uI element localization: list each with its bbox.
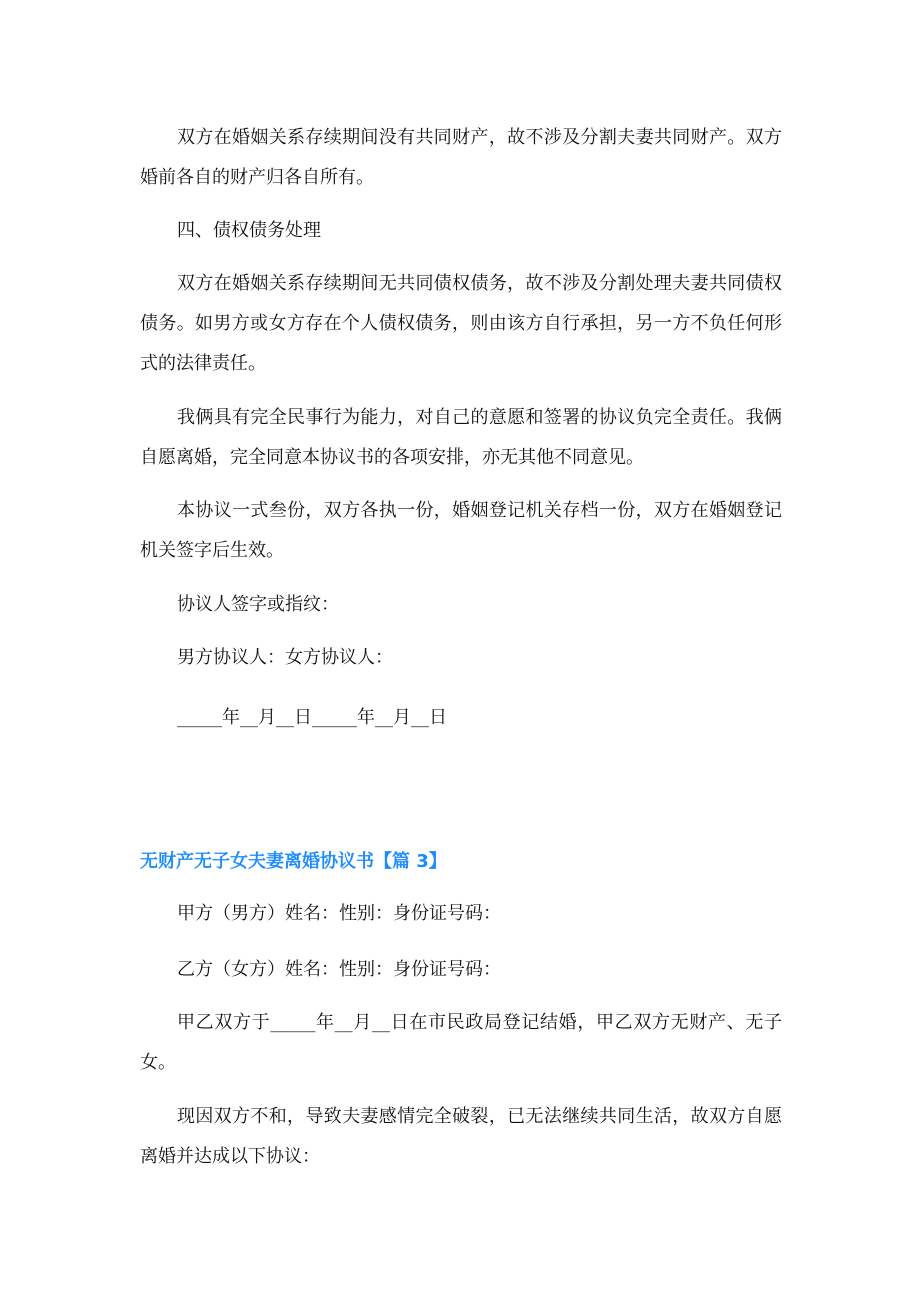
paragraph-marriage: 甲乙双方于_____年__月__日在市民政局登记结婚，甲乙双方无财产、无子女。 [140,1012,782,1073]
paragraph-capacity: 我俩具有完全民事行为能力，对自己的意愿和签署的协议负完全责任。我俩自愿离婚，完全同意本协议书的各项安排，亦无其他不同意见。 [140,407,782,468]
parties-label: 男方协议人：女方协议人： [177,647,393,668]
paragraph-property: 双方在婚姻关系存续期间没有共同财产，故不涉及分割夫妻共同财产。双方婚前各自的财产归各自所有。 [140,127,782,188]
paragraph-reason: 现因双方不和，导致夫妻感情完全破裂，已无法继续共同生活，故双方自愿离婚并达成以下协议： [140,1106,782,1167]
paragraph-debts: 双方在婚姻关系存续期间无共同债权债务，故不涉及分割处理夫妻共同债权债务。如男方或女方存在个人债权债务，则由该方自行承担，另一方不负任何形式的法律责任。 [140,273,782,374]
section-debts-heading: 四、债权债务处理 [177,220,321,241]
party-a-info: 甲方（男方）姓名：性别：身份证号码： [177,903,501,924]
party-b-info: 乙方（女方）姓名：性别：身份证号码： [177,959,501,980]
paragraph-copies: 本协议一式叁份，双方各执一份，婚姻登记机关存档一份，双方在婚姻登记机关签字后生效。 [140,500,782,561]
signature-label: 协议人签字或指纹： [177,594,339,615]
section-heading: 无财产无子女夫妻离婚协议书【篇 3】 [140,851,447,872]
date-line: _____年__月__日_____年__月__日 [177,707,447,728]
